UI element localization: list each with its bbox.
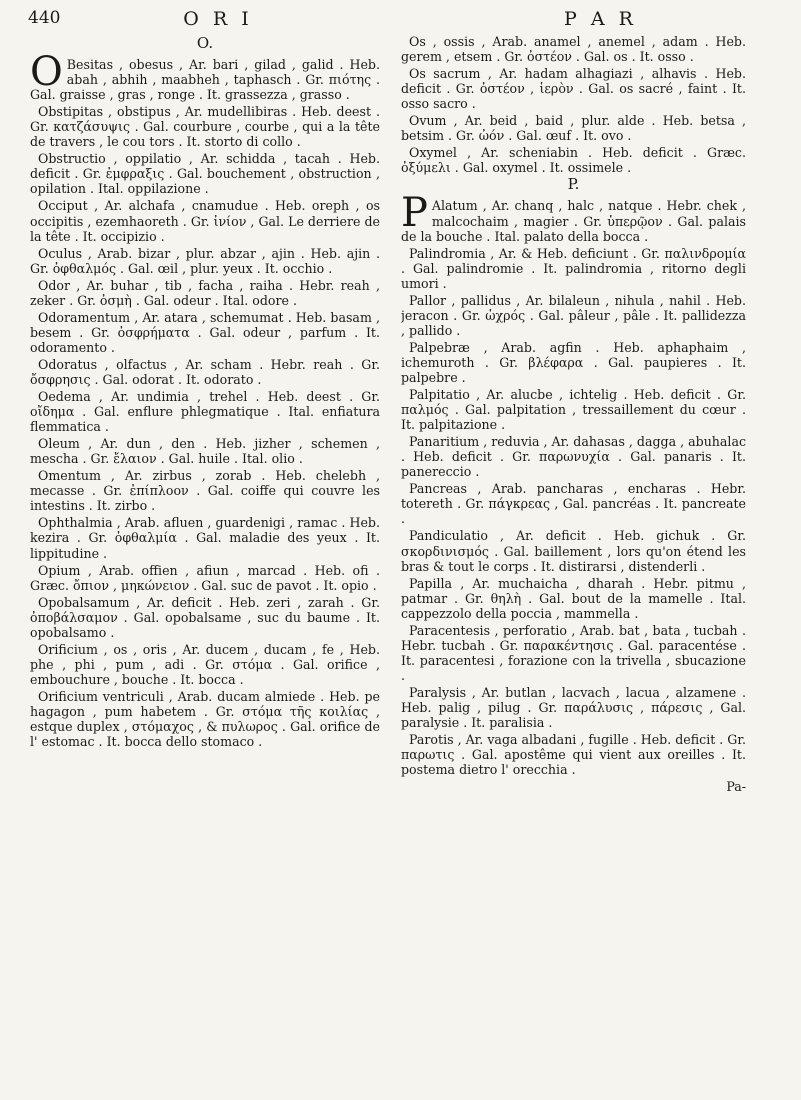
dictionary-entry: Pallor , pallidus , Ar. bilaleun , nihula , nahil . Heb. jeracon . Gr. ὠχρός . Gal. pâleur , pâle . It. pallidezza , pallido .: [401, 292, 746, 338]
page-number: 440: [28, 8, 61, 28]
section-letter-o: O.: [196, 34, 214, 52]
running-header: [28, 8, 773, 36]
dictionary-entry: Palindromia , Ar. & Heb. deficiunt . Gr. παλινδρομία . Gal. palindromie . It. palindromia , ritorno degli umori .: [401, 245, 746, 291]
dictionary-entry: Occiput , Ar. alchafa , cnamudue . Heb. oreph , os occipitis , ezemhaoreth . Gr. ἰνίον , Gal. Le derriere de la tête . It. occipizio .: [30, 198, 380, 244]
right-bottom-entries: [401, 190, 746, 778]
running-title-left: O R I: [183, 8, 253, 30]
dictionary-entry: Paralysis , Ar. butlan , lacvach , lacua , alzamene . Heb. palig , pilug . Gr. παράλυσις , πάρεσις , Gal. paralysie . It. paralisia .: [401, 684, 746, 731]
dictionary-entry: Orificium , os , oris , Ar. ducem , ducam , fe , Heb. phe , phi , pum , adi . Gr. στόμα . Gal. orifice , embouchure , bouche . It. bocca .: [30, 641, 380, 687]
dictionary-entry: Os , ossis , Arab. anamel , anemel , adam . Heb. gerem , etsem . Gr. ὀστέον . Gal. os . It. osso .: [401, 34, 746, 65]
dictionary-entry: Opium , Arab. offien , afiun , marcad . Heb. ofi . Græc. ὄπιον , μηκώνειον . Gal. suc de pavot . It. opio .: [30, 562, 380, 593]
dictionary-entry: Pandiculatio , Ar. deficit . Heb. gichuk . Gr. σκορδινισμός . Gal. baillement , lors qu'on étend les bras & tout le corps . It. distirarsi , distenderli .: [401, 528, 746, 574]
right-top-entries: [401, 34, 746, 175]
dictionary-entry: Orificium ventriculi , Arab. ducam almiede . Heb. pe hagagon , pum habetem . Gr. στόμα τῆς κοιλίας , estque duplex , στόμαχος , & πυλωρος . Gal. orifice de l' estomac . It. bocca dello stomaco .: [30, 688, 380, 750]
dictionary-entry: Oculus , Arab. bizar , plur. abzar , ajin . Heb. ajin . Gr. ὀφθαλμός . Gal. œil , plur. yeux . It. occhio .: [30, 245, 380, 276]
dictionary-entry: Ovum , Ar. beid , baid , plur. alde . Heb. betsa , betsim . Gr. ὠόν . Gal. œuf . It. ovo .: [401, 113, 746, 144]
dictionary-entry: Odor , Ar. buhar , tib , facha , raiha . Hebr. reah , zeker . Gr. ὀσμὴ . Gal. odeur . Ital. odore .: [30, 277, 380, 308]
dictionary-entry: Pancreas , Arab. pancharas , encharas . Hebr. totereth . Gr. πάγκρεας , Gal. pancréas . It. pancreate .: [401, 481, 746, 527]
dictionary-entry: OBesitas , obesus , Ar. bari , gilad , galid . Heb. abah , abhih , maabheh , taphasch . Gr. πιότης . Gal. graisse , gras , ronge . It. grassezza , grasso .: [30, 49, 380, 103]
dictionary-entry: Parotis , Ar. vaga albadani , fugille . Heb. deficit . Gr. παρωτις . Gal. apostême qui vient aux oreilles . It. postema dietro l' orecchia .: [401, 732, 746, 778]
dictionary-entry: Oleum , Ar. dun , den . Heb. jizher , schemen , mescha . Gr. ἔλαιον . Gal. huile . Ital. olio .: [30, 436, 380, 467]
running-title-right: P A R: [564, 8, 637, 30]
dictionary-entry: Panaritium , reduvia , Ar. dahasas , dagga , abuhalac . Heb. deficit . Gr. παρωνυχία . Gal. panaris . It. panereccio .: [401, 434, 746, 480]
dictionary-entry: Palpitatio , Ar. alucbe , ichtelig . Heb. deficit . Gr. παλμός . Gal. palpitation , tressaillement du cœur . It. palpitazione .: [401, 387, 746, 433]
catchword: Pa-: [726, 779, 746, 795]
dictionary-entry: Ophthalmia , Arab. afluen , guardenigi , ramac . Heb. kezira . Gr. ὀφθαλμία . Gal. maladie des yeux . It. lippitudine .: [30, 515, 380, 561]
dictionary-entry: Obstipitas , obstipus , Ar. mudellibiras . Heb. deest . Gr. κατζάσυψις . Gal. courbure , courbe , qui a la tête de travers , le cou tors . It. storto di collo .: [30, 104, 380, 150]
dictionary-entry: Obstructio , oppilatio , Ar. schidda , tacah . Heb. deficit . Gr. ἐμφραξις . Gal. bouchement , obstruction , opilation . Ital. oppilazione .: [30, 151, 380, 197]
dictionary-entry: Os sacrum , Ar. hadam alhagiazi , alhavis . Heb. deficit . Gr. ὀστέον , ἱερὸν . Gal. os sacré , faint . It. osso sacro .: [401, 66, 746, 112]
left-column: [30, 34, 380, 1090]
dictionary-entry: Omentum , Ar. zirbus , zorab . Heb. chelebh , mecasse . Gr. ἐπίπλοον . Gal. coiffe qui couvre les intestins . It. zirbo .: [30, 468, 380, 514]
section-letter-p: P.: [567, 175, 580, 194]
dictionary-entry: Opobalsamum , Ar. deficit . Heb. zeri , zarah . Gr. ὀποβάλσαμον . Gal. opobalsame , suc du baume . It. opobalsamo .: [30, 594, 380, 640]
dictionary-entry: Odoramentum , Ar. atara , schemumat . Heb. basam , besem . Gr. ὀσφρήματα . Gal. odeur , parfum . It. odoramento .: [30, 309, 380, 355]
dictionary-entry: Oedema , Ar. undimia , trehel . Heb. deest . Gr. οἴδημα . Gal. enflure phlegmatique . Ital. enfiatura flemmatica .: [30, 389, 380, 435]
dictionary-entry: Paracentesis , perforatio , Arab. bat , bata , tucbah . Hebr. tucbah . Gr. παρακέντησις . Gal. paracentése . It. paracentesi , forazione con la trivella , sbucazione .: [401, 622, 746, 683]
dictionary-entry: PAlatum , Ar. chanq , halc , natque . Hebr. chek , malcochaim , magier . Gr. ὑπερῷον . Gal. palais de la bouche . Ital. palato della bocca .: [401, 190, 746, 244]
dictionary-entry: Oxymel , Ar. scheniabin . Heb. deficit . Græc. ὀξύμελι . Gal. oxymel . It. ossimele .: [401, 145, 746, 176]
dictionary-entry: Palpebræ , Arab. agfin . Heb. aphaphaim , ichemuroth . Gr. βλέφαρα . Gal. paupieres . It. palpebre .: [401, 339, 746, 385]
dictionary-entry: Papilla , Ar. muchaicha , dharah . Hebr. pitmu , patmar . Gr. θηλὴ . Gal. bout de la mamelle . Ital. cappezzolo della poccia , mammella .: [401, 575, 746, 621]
right-column: [401, 34, 746, 1090]
dictionary-entry: Odoratus , olfactus , Ar. scham . Hebr. reah . Gr. ὄσφρησις . Gal. odorat . It. odorato .: [30, 356, 380, 387]
